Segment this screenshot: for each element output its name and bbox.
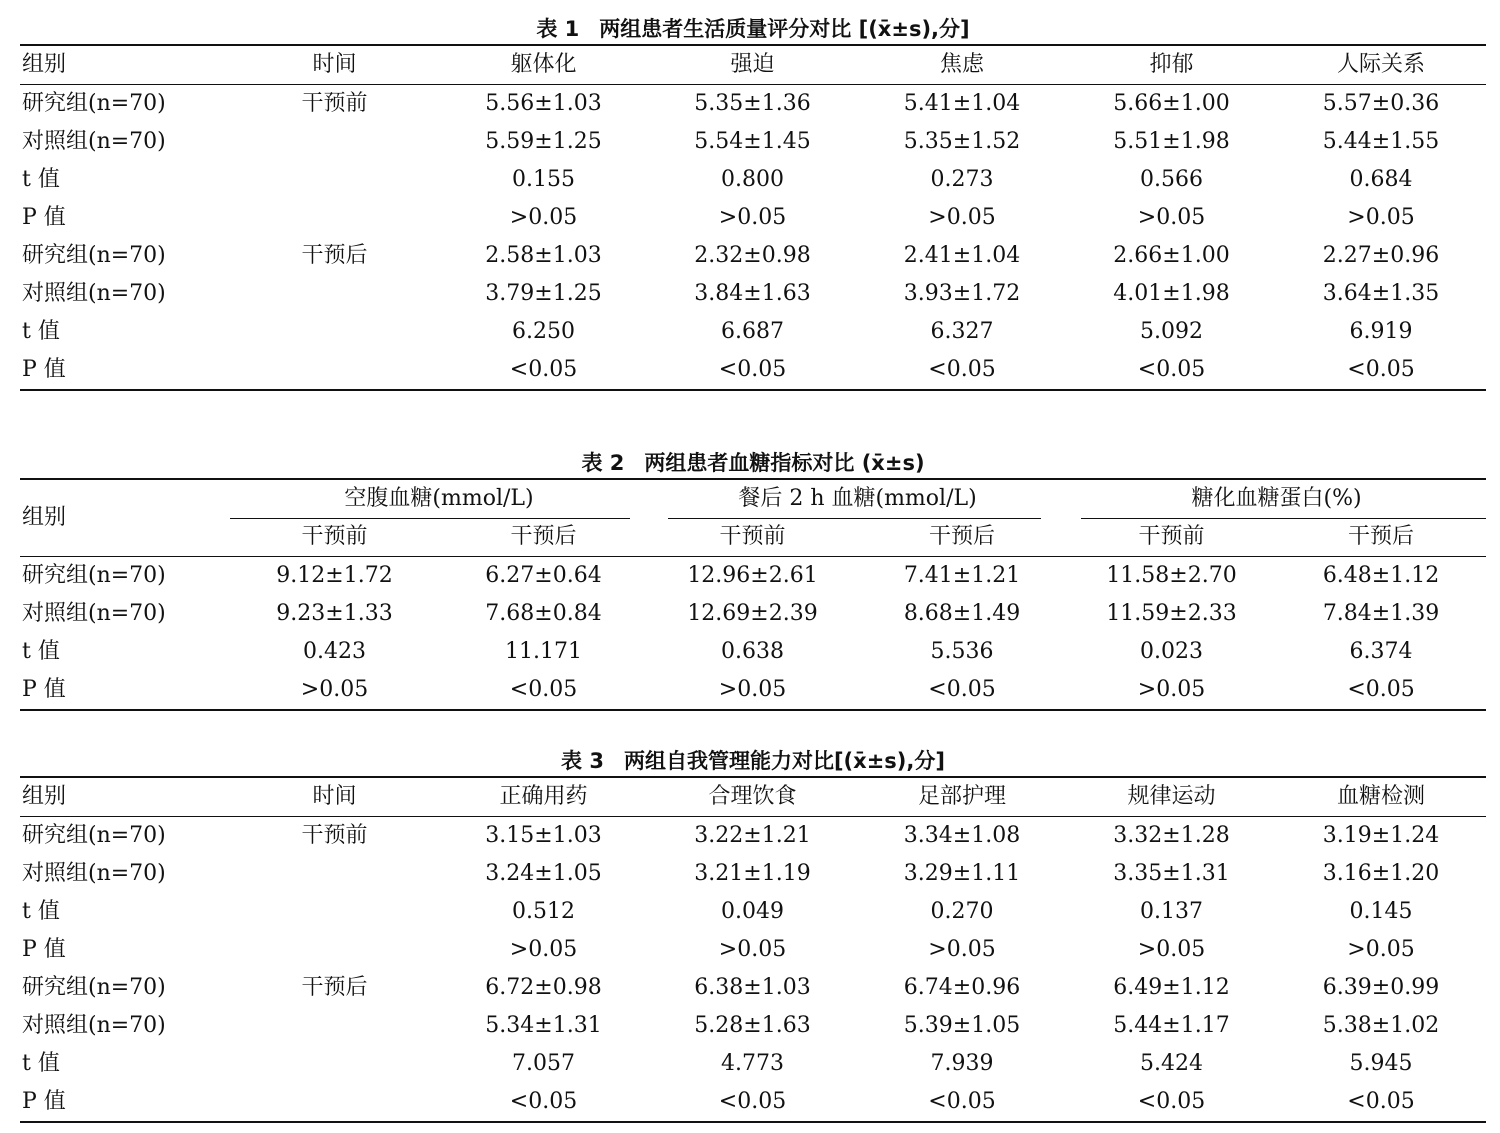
sub-header: 干预后 [439, 518, 648, 557]
table-cell: 0.049 [721, 899, 784, 924]
table-cell: P 值 [20, 351, 230, 390]
table-cell: 2.27±0.96 [1322, 243, 1440, 268]
table-row [20, 123, 1486, 161]
table-cell: t 值 [22, 319, 60, 344]
table-cell: >0.05 [509, 937, 578, 962]
table-2-sub-header-row [20, 518, 1486, 557]
sub-header: 干预后 [857, 518, 1067, 557]
table-cell: <0.05 [1067, 1083, 1276, 1122]
table-cell [230, 931, 439, 969]
table-cell: 0.145 [1349, 899, 1413, 924]
table-row [20, 313, 1486, 351]
table-cell: <0.05 [857, 671, 1067, 710]
table-row [20, 817, 1486, 856]
table-cell [230, 351, 439, 390]
table-2-label: 表 2 [581, 451, 625, 475]
table-2-group-header-row [20, 479, 1486, 518]
table-cell: <0.05 [857, 1083, 1067, 1122]
table-cell: 研究组(n=70) [22, 975, 166, 1000]
table-cell: <0.05 [439, 1083, 648, 1122]
table-cell: 6.27±0.64 [485, 563, 602, 588]
column-header: 焦虑 [857, 45, 1067, 85]
table-cell: 11.59±2.33 [1106, 601, 1237, 626]
table-row [20, 931, 1486, 969]
table-cell: 干预后 [301, 243, 368, 268]
table-cell: 2.32±0.98 [694, 243, 811, 268]
table-2-title: 两组患者血糖指标对比 (x̄±s) [644, 451, 925, 475]
table-row [20, 161, 1486, 199]
table-cell [230, 1007, 439, 1045]
table-cell: 研究组(n=70) [22, 91, 166, 116]
table-cell: <0.05 [1276, 1083, 1486, 1122]
table-cell: t 值 [22, 899, 60, 924]
column-group-header [1067, 479, 1486, 518]
table-cell: 6.250 [512, 319, 575, 344]
table-cell: 6.72±0.98 [485, 975, 602, 1000]
table-row [20, 199, 1486, 237]
table-cell: 3.32±1.28 [1113, 823, 1230, 848]
table-cell: 9.23±1.33 [276, 601, 393, 626]
column-header: 时间 [230, 45, 439, 85]
table-cell: P 值 [22, 937, 66, 962]
table-cell: 3.84±1.63 [694, 281, 811, 306]
table-cell [230, 275, 439, 313]
column-header: 强迫 [648, 45, 857, 85]
table-cell: 对照组(n=70) [22, 601, 166, 626]
table-cell [230, 893, 439, 931]
table-cell: 6.327 [930, 319, 994, 344]
table-1-body [20, 85, 1486, 391]
column-header: 躯体化 [439, 45, 648, 85]
table-cell: 6.374 [1349, 639, 1413, 664]
table-cell: <0.05 [648, 1083, 857, 1122]
table-cell: t 值 [22, 639, 60, 664]
table-cell: 5.59±1.25 [485, 129, 602, 154]
table-cell: 研究组(n=70) [22, 243, 166, 268]
table-cell [230, 123, 439, 161]
column-header: 正确用药 [439, 777, 648, 817]
column-group-header [648, 479, 1067, 518]
table-cell: 5.39±1.05 [903, 1013, 1021, 1038]
table-cell: 对照组(n=70) [22, 1013, 166, 1038]
table-1-block [20, 14, 1486, 391]
table-cell: 5.44±1.55 [1322, 129, 1440, 154]
table-cell: 3.16±1.20 [1322, 861, 1440, 886]
table-cell: 5.536 [930, 639, 994, 664]
table-cell: 6.38±1.03 [694, 975, 811, 1000]
table-cell: 对照组(n=70) [22, 129, 166, 154]
table-row [20, 969, 1486, 1007]
table-cell: 4.773 [721, 1051, 784, 1076]
table-1-header-row [20, 45, 1486, 85]
table-cell: 干预前 [301, 91, 368, 116]
table-2-caption [20, 448, 1486, 478]
column-header: 组别 [20, 479, 230, 557]
table-cell: 6.687 [721, 319, 784, 344]
table-cell: 0.423 [303, 639, 366, 664]
table-cell: 3.29±1.11 [903, 861, 1021, 886]
table-cell: >0.05 [1137, 205, 1206, 230]
table-cell: 0.155 [512, 167, 575, 192]
table-cell [230, 855, 439, 893]
column-header: 抑郁 [1067, 45, 1276, 85]
sub-header-label: 干预前 [1138, 524, 1205, 549]
table-cell: 5.35±1.36 [694, 91, 811, 116]
table-1-title: 两组患者生活质量评分对比 [(x̄±s),分] [599, 17, 970, 41]
column-group-header [230, 479, 648, 518]
table-row [20, 1045, 1486, 1083]
table-cell [230, 161, 439, 199]
table-cell: 7.057 [512, 1051, 575, 1076]
table-cell [230, 199, 439, 237]
table-cell: >0.05 [928, 205, 996, 230]
table-cell: 5.54±1.45 [694, 129, 811, 154]
table-row [20, 1007, 1486, 1045]
table-cell: 2.66±1.00 [1113, 243, 1230, 268]
table-cell: >0.05 [1347, 937, 1415, 962]
table-cell: 12.69±2.39 [687, 601, 818, 626]
table-cell: >0.05 [718, 937, 787, 962]
group-underline [668, 518, 1041, 519]
table-cell: 5.66±1.00 [1113, 91, 1230, 116]
table-row [20, 1083, 1486, 1122]
table-cell: 3.15±1.03 [485, 823, 602, 848]
table-1-caption [20, 14, 1486, 44]
table-row [20, 85, 1486, 124]
table-cell: 5.34±1.31 [485, 1013, 602, 1038]
table-1 [20, 44, 1486, 391]
table-row [20, 275, 1486, 313]
table-cell: <0.05 [1276, 671, 1486, 710]
table-cell [230, 313, 439, 351]
table-cell: 6.74±0.96 [903, 975, 1021, 1000]
column-header: 组别 [20, 45, 230, 85]
sub-header-label: 干预前 [719, 524, 786, 549]
table-cell: 对照组(n=70) [22, 861, 166, 886]
table-cell: 3.21±1.19 [694, 861, 811, 886]
table-cell: 11.171 [505, 639, 582, 664]
table-cell: <0.05 [1276, 351, 1486, 390]
column-group-label: 餐后 2 h 血糖(mmol/L) [738, 486, 977, 511]
table-cell: 0.270 [930, 899, 994, 924]
group-underline [1081, 518, 1486, 519]
table-row [20, 351, 1486, 390]
table-cell [230, 1045, 439, 1083]
table-cell: <0.05 [857, 351, 1067, 390]
column-header: 组别 [20, 777, 230, 817]
table-row [20, 557, 1486, 596]
table-row [20, 893, 1486, 931]
table-row [20, 855, 1486, 893]
table-cell: 3.24±1.05 [485, 861, 602, 886]
table-cell: >0.05 [509, 205, 578, 230]
table-row [20, 237, 1486, 275]
column-group-label: 空腹血糖(mmol/L) [344, 486, 534, 511]
table-cell: 5.57±0.36 [1322, 91, 1440, 116]
table-3-title: 两组自我管理能力对比[(x̄±s),分] [623, 749, 945, 773]
column-header: 血糖检测 [1276, 777, 1486, 817]
sub-header [648, 518, 857, 557]
table-cell: 3.22±1.21 [694, 823, 811, 848]
table-2 [20, 478, 1486, 711]
table-cell: 0.684 [1349, 167, 1413, 192]
table-cell: 3.19±1.24 [1322, 823, 1440, 848]
column-header: 足部护理 [857, 777, 1067, 817]
table-2-block [20, 448, 1486, 711]
table-row [20, 595, 1486, 633]
table-cell: 0.638 [721, 639, 784, 664]
table-cell: >0.05 [1347, 205, 1415, 230]
table-3-block [20, 746, 1486, 1123]
table-cell: 2.58±1.03 [485, 243, 602, 268]
table-cell: 5.38±1.02 [1322, 1013, 1440, 1038]
table-cell: 5.28±1.63 [694, 1013, 811, 1038]
column-header: 时间 [230, 777, 439, 817]
table-3-body [20, 817, 1486, 1123]
table-cell: 0.273 [930, 167, 994, 192]
column-header: 规律运动 [1067, 777, 1276, 817]
table-cell: 6.49±1.12 [1113, 975, 1230, 1000]
table-cell: >0.05 [1137, 937, 1206, 962]
table-cell: 研究组(n=70) [22, 823, 166, 848]
table-cell: t 值 [22, 1051, 60, 1076]
table-cell: 5.56±1.03 [485, 91, 602, 116]
sub-header [1067, 518, 1276, 557]
table-cell: 2.41±1.04 [903, 243, 1021, 268]
sub-header [230, 518, 439, 557]
table-cell: >0.05 [718, 205, 787, 230]
table-cell: P 值 [20, 671, 230, 710]
table-3-caption [20, 746, 1486, 776]
table-cell: 研究组(n=70) [22, 563, 166, 588]
table-cell: 5.51±1.98 [1113, 129, 1230, 154]
table-cell: 3.64±1.35 [1322, 281, 1440, 306]
table-cell: 5.092 [1140, 319, 1203, 344]
table-cell: 6.919 [1349, 319, 1413, 344]
table-cell: 6.39±0.99 [1322, 975, 1440, 1000]
table-cell: 0.512 [512, 899, 575, 924]
table-cell: <0.05 [1067, 351, 1276, 390]
table-cell: 7.68±0.84 [485, 601, 602, 626]
table-cell: >0.05 [928, 937, 996, 962]
table-3 [20, 776, 1486, 1123]
table-cell: 7.41±1.21 [903, 563, 1021, 588]
table-cell: 6.48±1.12 [1322, 563, 1440, 588]
table-cell: 0.023 [1140, 639, 1203, 664]
column-header: 合理饮食 [648, 777, 857, 817]
table-cell: 9.12±1.72 [276, 563, 393, 588]
table-2-body [20, 557, 1486, 711]
table-cell: 干预后 [301, 975, 368, 1000]
column-header: 人际关系 [1276, 45, 1486, 85]
table-cell: >0.05 [648, 671, 857, 710]
table-cell: 3.79±1.25 [485, 281, 602, 306]
table-3-header-row [20, 777, 1486, 817]
table-cell: 12.96±2.61 [687, 563, 818, 588]
table-cell: 干预前 [301, 823, 368, 848]
column-group-label: 糖化血糖蛋白(%) [1191, 486, 1362, 511]
table-cell: 3.34±1.08 [903, 823, 1021, 848]
table-row [20, 633, 1486, 671]
table-cell: <0.05 [648, 351, 857, 390]
table-cell [230, 1083, 439, 1122]
table-cell: >0.05 [230, 671, 439, 710]
sub-header: 干预后 [1276, 518, 1486, 557]
table-cell: 7.84±1.39 [1322, 601, 1440, 626]
table-1-label: 表 1 [536, 17, 580, 41]
table-cell: 7.939 [930, 1051, 994, 1076]
table-cell: 3.93±1.72 [903, 281, 1021, 306]
table-cell: <0.05 [439, 671, 648, 710]
table-cell: 4.01±1.98 [1113, 281, 1230, 306]
table-cell: 8.68±1.49 [903, 601, 1021, 626]
table-cell: 5.41±1.04 [903, 91, 1021, 116]
table-3-label: 表 3 [561, 749, 604, 773]
table-cell: 3.35±1.31 [1113, 861, 1230, 886]
table-cell: >0.05 [1067, 671, 1276, 710]
table-cell: P 值 [22, 205, 66, 230]
table-cell: 5.945 [1349, 1051, 1413, 1076]
table-cell: 0.566 [1140, 167, 1203, 192]
table-cell: <0.05 [439, 351, 648, 390]
table-cell: 5.424 [1140, 1051, 1203, 1076]
table-cell: 0.800 [721, 167, 784, 192]
group-underline [230, 518, 630, 519]
sub-header-label: 干预前 [301, 524, 368, 549]
table-cell: t 值 [22, 167, 60, 192]
table-cell: 5.44±1.17 [1113, 1013, 1230, 1038]
table-cell: 11.58±2.70 [1106, 563, 1237, 588]
table-cell: 5.35±1.52 [903, 129, 1021, 154]
table-cell: P 值 [20, 1083, 230, 1122]
table-row [20, 671, 1486, 710]
table-cell: 0.137 [1140, 899, 1203, 924]
table-cell: 对照组(n=70) [22, 281, 166, 306]
